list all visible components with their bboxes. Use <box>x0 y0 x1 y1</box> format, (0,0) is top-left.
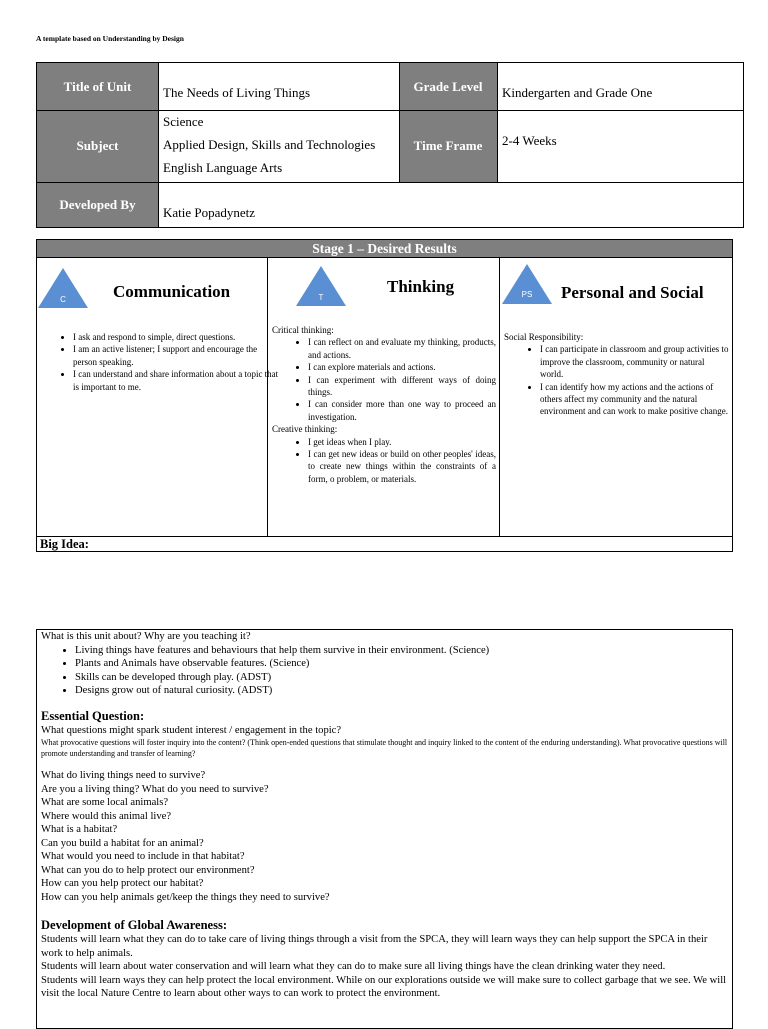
list-item: • I can participate in classroom and group activities to improve the classroom, community or natural world. <box>540 343 729 380</box>
question-item: What are some local animals? <box>41 797 169 808</box>
subject-science: Science <box>163 114 204 129</box>
list-item: • I get ideas when I play. <box>308 436 496 448</box>
subject-ela: English Language Arts <box>163 160 283 175</box>
time-frame-label: Time Frame <box>399 110 497 182</box>
question-item: Are you a living thing? What do you need to survive? <box>41 783 269 795</box>
unit-header-table <box>36 62 744 228</box>
communication-badge: C <box>60 295 66 304</box>
personal-social-title: Personal and Social <box>561 283 704 302</box>
personal-social-column <box>500 258 732 537</box>
creative-thinking-label: Creative thinking: <box>272 424 338 435</box>
question-item: What can you do to help protect our environment? <box>41 864 255 876</box>
developed-by-value: Katie Popadynetz <box>163 205 256 220</box>
question-item: What would you need to include in that habitat? <box>41 851 245 862</box>
list-item: • I can experiment with different ways of doing things. <box>308 374 496 399</box>
creative-thinking-list <box>272 436 496 486</box>
unit-intro: What is this unit about? Why are you teaching it? <box>41 631 251 642</box>
essential-question-prompt: What questions might spark student interest / engagement in the topic? <box>41 724 342 736</box>
question-item: How can you help animals get/keep the things they need to survive? <box>41 891 330 903</box>
thinking-title: Thinking <box>387 277 455 296</box>
subject-adst: Applied Design, Skills and Technologies <box>163 137 376 152</box>
global-awareness-paragraph: Students will learn about water conservation and will learn what they can do to make sure all living things have the clean drinking water they need. <box>41 961 666 972</box>
essential-questions-list <box>41 769 728 904</box>
list-item: • I can get new ideas or build on other peoples' ideas, to create new things within the constraints of a form, o problem, or materials. <box>308 448 496 485</box>
personal-social-content <box>504 331 729 418</box>
list-item: • Living things have features and behaviours that help them survive in their environment. (Science) <box>75 644 728 658</box>
time-frame-value: 2-4 Weeks <box>502 133 557 148</box>
personal-social-list <box>504 343 729 417</box>
essential-question-guidance: What provocative questions will foster inquiry into the content? (Think open-ended questions that stimulate thought and inquiry linked to the content of the enduring understanding). What provocative questions will promote understanding and transfer of learning? <box>41 738 728 758</box>
grade-level-value: Kindergarten and Grade One <box>502 85 653 100</box>
question-item: Can you build a habitat for an animal? <box>41 837 204 849</box>
subject-label: Subject <box>37 110 158 182</box>
title-of-unit-label: Title of Unit <box>37 63 158 110</box>
list-item: • Designs grow out of natural curiosity. (ADST) <box>75 684 728 698</box>
essential-question-heading: Essential Question: <box>41 708 145 723</box>
communication-column <box>37 258 279 537</box>
critical-thinking-list <box>272 336 496 423</box>
question-item: What do living things need to survive? <box>41 770 206 781</box>
list-item: • I can explore materials and actions. <box>308 361 496 373</box>
personal-social-badge: PS <box>521 290 533 299</box>
big-idea-label: Big Idea: <box>40 537 89 551</box>
question-item: How can you help protect our habitat? <box>41 878 204 889</box>
thinking-column <box>268 258 500 537</box>
unit-details-box <box>36 629 733 1029</box>
list-item: • I can identify how my actions and the actions of others affect my community and the natural environment and can work to make positive change. <box>540 381 729 418</box>
grade-level-label: Grade Level <box>399 63 497 110</box>
thinking-badge: T <box>318 293 324 302</box>
list-item: • I can consider more than one way to proceed an investigation. <box>308 398 496 423</box>
question-item: Where would this animal live? <box>41 810 172 822</box>
list-item: • I am an active listener; I support and encourage the person speaking. <box>73 343 283 368</box>
developed-by-label: Developed By <box>37 182 158 227</box>
communication-list <box>37 331 283 393</box>
list-item: • I ask and respond to simple, direct questions. <box>73 331 283 343</box>
question-item: What is a habitat? <box>41 824 118 835</box>
critical-thinking-label: Critical thinking: <box>272 325 334 335</box>
list-item: • Skills can be developed through play. (ADST) <box>75 671 728 685</box>
list-item: • Plants and Animals have observable features. (Science) <box>75 657 728 671</box>
communication-title: Communication <box>113 282 231 301</box>
list-item: • I can understand and share information about a topic that is important to me. <box>73 368 283 393</box>
subject-values <box>158 110 399 182</box>
stage1-desired-results <box>36 239 733 552</box>
global-awareness-heading: Development of Global Awareness: <box>41 918 227 932</box>
template-note: A template based on Understanding by Design <box>36 34 184 43</box>
global-awareness-paragraph: Students will learn what they can do to take care of living things through a visit from the SPCA, they will learn ways they can help support the SPCA in their work to help animals. <box>41 934 708 959</box>
social-responsibility-label: Social Responsibility: <box>504 332 584 342</box>
big-idea-bullets <box>41 644 728 698</box>
list-item: • I can reflect on and evaluate my thinking, products, and actions. <box>308 336 496 361</box>
thinking-content <box>272 324 496 485</box>
stage1-heading: Stage 1 – Desired Results <box>37 240 732 258</box>
global-awareness-paragraph: Students will learn ways they can help protect the local environment. While on our explorations outside we will make sure to collect garbage that we see. We will visit the local Nature Centre to learn about other ways to can work to protect the environment. <box>41 974 727 999</box>
title-of-unit-value: The Needs of Living Things <box>163 85 311 100</box>
